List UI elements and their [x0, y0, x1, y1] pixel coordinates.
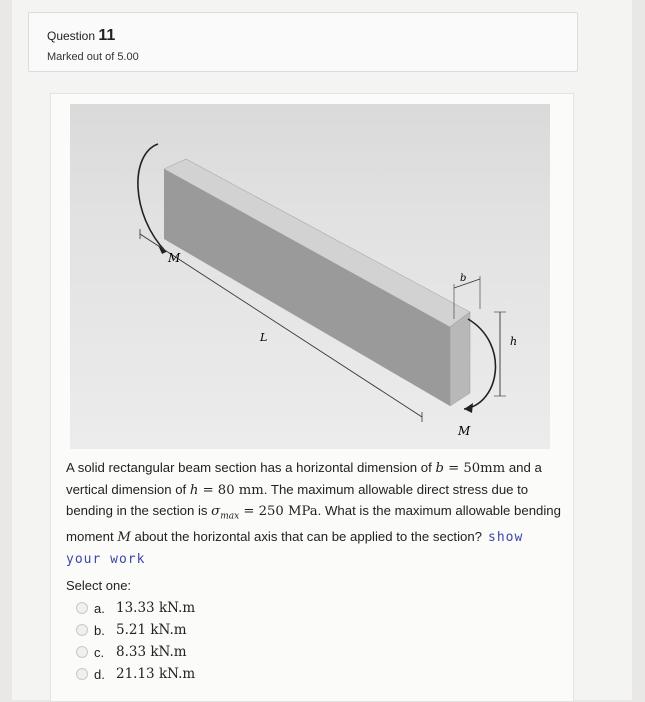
answer-options	[76, 597, 195, 685]
option-c[interactable]: c. 8.33 kN.m	[76, 641, 195, 663]
option-b[interactable]: b. 5.21 kN.m	[76, 619, 195, 641]
radio-c[interactable]	[76, 646, 88, 658]
question-label	[47, 27, 115, 45]
label-h: h	[510, 335, 518, 348]
radio-d[interactable]	[76, 668, 88, 680]
option-d[interactable]: d. 21.13 kN.m	[76, 663, 195, 685]
label-M-left: M	[168, 251, 181, 265]
question-word: Question	[47, 29, 96, 43]
handwritten-note: show your work	[66, 530, 524, 567]
option-a[interactable]: a. 13.33 kN.m	[76, 597, 195, 619]
marked-out-of: Marked out of 5.00	[47, 51, 139, 63]
select-one-label: Select one:	[66, 578, 132, 593]
question-number: 11	[98, 27, 116, 44]
label-b: b	[460, 273, 467, 284]
question-info-box	[28, 12, 578, 72]
beam-diagram	[70, 104, 550, 449]
question-text: A solid rectangular beam section has a horizontal dimension of b = 50mm and a vertical dimension of h = 80 mm. The maximum allowable direct stress due to bending in the section is $\sigma_{max} = 250$ MPa. What is the maximum allowable bending moment M about the horizontal axis that can be applied to the section? show your work	[66, 460, 561, 567]
beam-figure	[70, 104, 550, 449]
radio-b[interactable]	[76, 624, 88, 636]
label-M-right: M	[458, 424, 471, 438]
radio-a[interactable]	[76, 602, 88, 614]
beam-end-face	[450, 312, 470, 406]
dimension-line-b	[454, 279, 480, 288]
label-L: L	[260, 331, 268, 344]
